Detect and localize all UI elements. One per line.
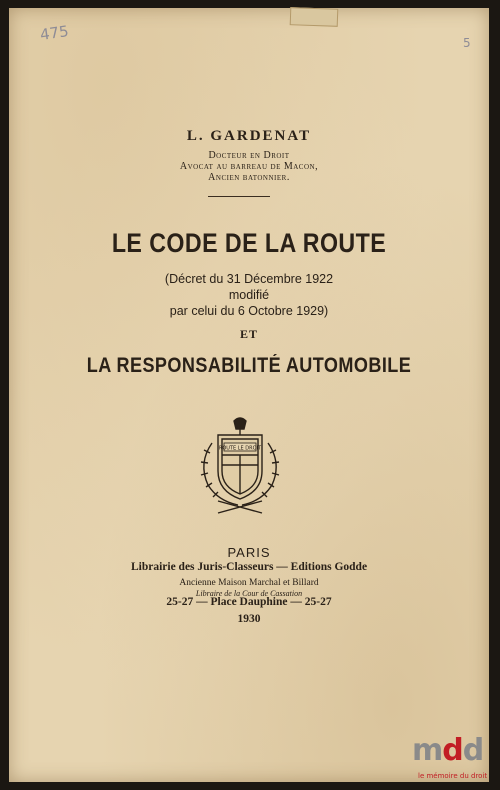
emblem-motto: ROUTE LE DROIT [218,445,262,452]
handwritten-shelf-mark: 475 [38,22,70,44]
subtitle-line: modifié [228,288,270,302]
divider-rule [208,196,270,197]
watermark-tagline: le mémoire du droit [418,772,488,780]
publisher-role: Libraire de la Cour de Cassation [195,589,303,598]
author-credential: Avocat au barreau de Macon, [179,161,319,172]
handwritten-corner-mark: 5 [463,36,471,50]
mdd-watermark-logo [412,734,496,788]
main-title: LE CODE DE LA ROUTE [111,228,387,258]
author-credential: Docteur en Droit [208,150,290,161]
watermark-letters: mdd [412,733,484,768]
paper-tab [290,7,339,27]
publication-year: 1930 [237,613,261,625]
subtitle-line: (Décret du 31 Décembre 1922 [164,272,334,286]
title-connector: ET [239,327,258,341]
book-cover [9,8,489,782]
publisher-emblem-icon [188,413,292,517]
subtitle-line: par celui du 6 Octobre 1929) [169,304,329,318]
publisher-address: 25-27 — Place Dauphine — 25-27 [166,596,332,608]
author-name: L. GARDENAT [186,128,312,144]
author-credential: Ancien batonnier. [208,172,290,183]
second-title: LA RESPONSABILITÉ AUTOMOBILE [86,354,412,377]
publisher-former-name: Ancienne Maison Marchal et Billard [179,578,319,588]
publisher-city: PARIS [227,545,271,560]
publisher-name: Librairie des Juris-Classeurs — Editions Godde [130,561,368,573]
